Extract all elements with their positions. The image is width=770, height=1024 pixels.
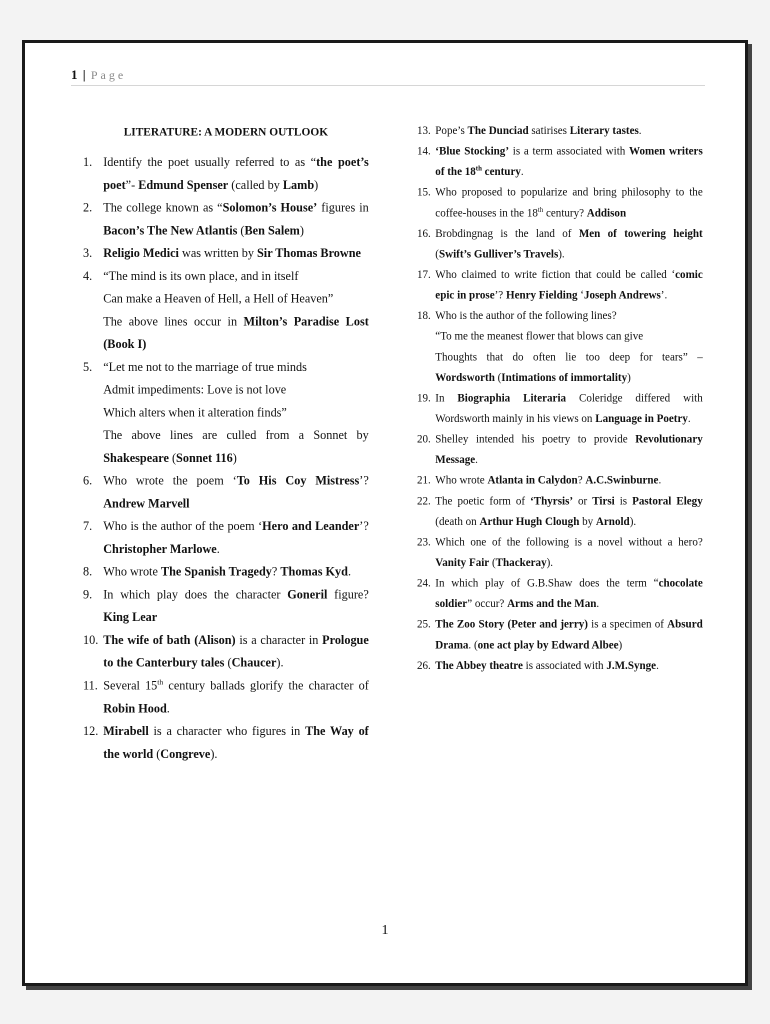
list-item: 23. Which one of the following is a novel without a hero? Vanity Fair (Thackeray).: [417, 536, 703, 570]
list-item: 15. Who proposed to popularize and bring philosophy to the coffee-houses in the 18th century? Addison: [417, 186, 703, 220]
header-page-number: 1: [71, 67, 78, 82]
list-item: 13. Pope’s The Dunciad satirises Literary tastes.: [417, 124, 642, 138]
list-item: 26. The Abbey theatre is associated with J.M.Synge.: [417, 659, 659, 672]
list-item: 17. Who claimed to write fiction that could be called ‘comic epic in prose’? Henry Fielding ‘Joseph Andrews’.: [417, 268, 703, 302]
question-list-right: [417, 121, 703, 676]
list-item: 16. Brobdingnag is the land of Men of towering height (Swift’s Gulliver’s Travels).: [417, 227, 703, 261]
list-item: 3. Religio Medici was written by Sir Thomas Browne: [83, 246, 361, 261]
list-item: 14. ‘Blue Stocking’ is a term associated with Women writers of the 18th century.: [417, 145, 703, 179]
list-item: 6. Who wrote the poem ‘To His Coy Mistress’? Andrew Marvell: [83, 474, 369, 511]
list-item: 11. Several 15th century ballads glorify the character of Robin Hood.: [83, 677, 369, 716]
list-item: 5. “Let me not to the marriage of true minds Admit impediments: Love is not love Which alters when it alteration finds” The above lines are culled from a Sonnet by Shakespeare (Sonnet 116): [83, 360, 369, 466]
list-item: 1. Identify the poet usually referred to as “the poet’s poet”- Edmund Spenser (called by Lamb): [83, 155, 369, 193]
header-divider: [71, 85, 705, 86]
document-page: [22, 40, 748, 986]
list-item: 10. The wife of bath (Alison) is a character in Prologue to the Canterbury tales (Chaucer).: [83, 633, 369, 671]
list-item: 20. Shelley intended his poetry to provide Revolutionary Message.: [417, 433, 703, 467]
right-column: [417, 121, 703, 676]
list-item: 24. In which play of G.B.Shaw does the term “chocolate soldier” occur? Arms and the Man.: [417, 577, 703, 611]
list-item: 7. Who is the author of the poem ‘Hero and Leander’? Christopher Marlowe.: [83, 520, 369, 557]
list-item: 21. Who wrote Atlanta in Calydon? A.C.Swinburne.: [417, 474, 662, 487]
list-item: 4. “The mind is its own place, and in itself Can make a Heaven of Hell, a Hell of Heaven” The above lines occur in Milton’s Paradise Lost (Book I): [83, 269, 369, 352]
question-list-left: [83, 152, 369, 767]
list-item: 25. The Zoo Story (Peter and jerry) is a specimen of Absurd Drama. (one act play by Edward Albee): [417, 618, 703, 652]
header-page-word: Page: [90, 68, 127, 82]
left-column: [83, 123, 369, 766]
page-header: [71, 67, 126, 83]
footer-page-number: 1: [381, 923, 389, 938]
list-item: 22. The poetic form of ‘Thyrsis’ or Tirsi is Pastoral Elegy (death on Arthur Hugh Clough by Arnold).: [417, 495, 703, 528]
list-item: 19. In Biographia Literaria Coleridge differed with Wordsworth mainly in his views on Language in Poetry.: [417, 392, 703, 426]
list-item: 9. In which play does the character Goneril figure? King Lear: [83, 588, 369, 625]
list-item: 8. Who wrote The Spanish Tragedy? Thomas Kyd.: [83, 565, 352, 580]
list-item: 12. Mirabell is a character who figures in The Way of the world (Congreve).: [83, 724, 369, 762]
document-title: LITERATURE: A MODERN OUTLOOK: [123, 125, 329, 139]
list-item: 2. The college known as “Solomon’s House’ figures in Bacon’s The New Atlantis (Ben Salem): [83, 201, 369, 238]
header-separator: |: [82, 67, 86, 82]
list-item: 18. Who is the author of the following lines? “To me the meanest flower that blows can give Thoughts that do often lie too deep for tears” – Wordsworth (Intimations of immortality): [417, 309, 703, 384]
